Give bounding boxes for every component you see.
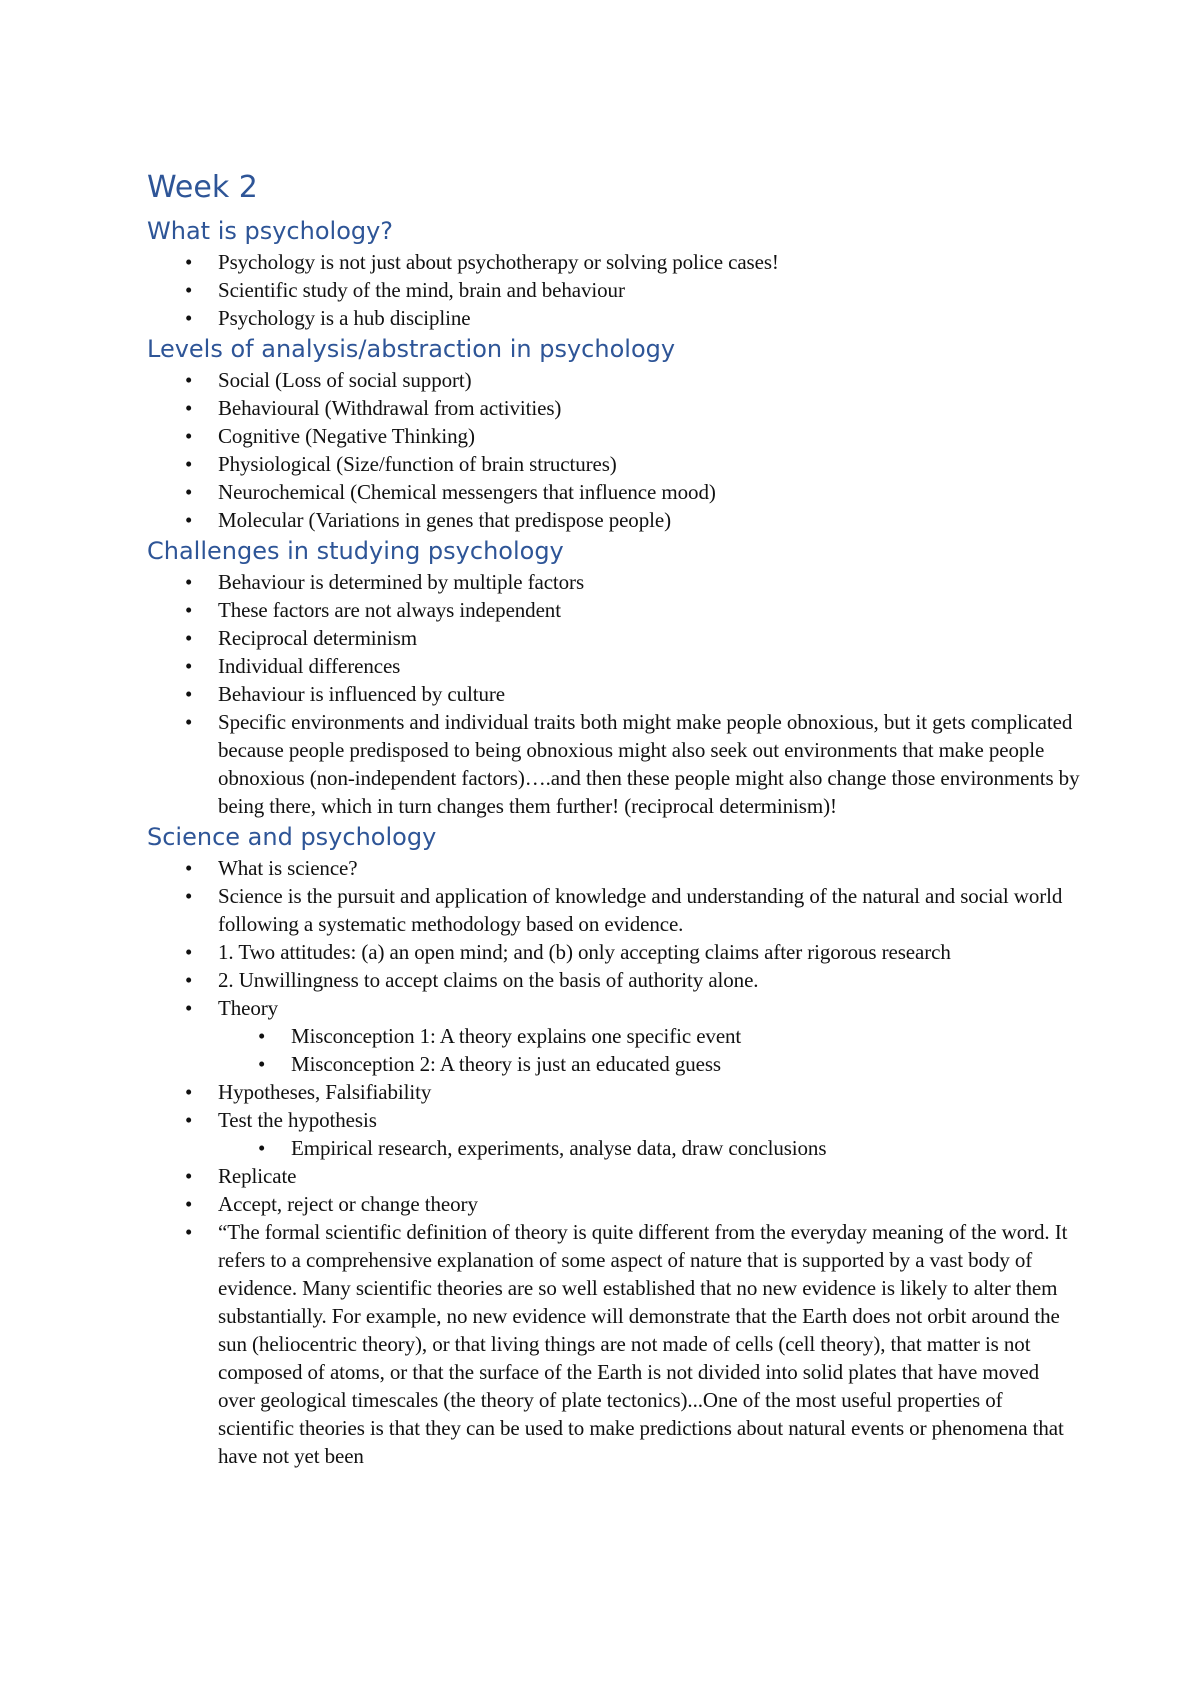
list-item: • Physiological (Size/function of brain structures): [147, 450, 1080, 478]
list-item: • Specific environments and individual traits both might make people obnoxious, but it gets complicated because people predisposed to being obnoxious might also seek out environments that make people obnoxious (non-independent factors)….and then these people might also change those environments by being there, which in turn changes them further! (reciprocal determinism)!: [147, 708, 1080, 820]
list-item: • Neurochemical (Chemical messengers that influence mood): [147, 478, 1080, 506]
list-item: • These factors are not always independent: [147, 596, 1080, 624]
list-item: • Scientific study of the mind, brain and behaviour: [147, 276, 1080, 304]
bullet-list-what-is-psychology: [147, 248, 1080, 332]
bullet-list-challenges: [147, 568, 1080, 820]
list-item: • Cognitive (Negative Thinking): [147, 422, 1080, 450]
list-item: • Molecular (Variations in genes that predispose people): [147, 506, 1080, 534]
section-heading-science-and-psychology: Science and psychology: [147, 823, 437, 851]
list-item: • Behaviour is determined by multiple factors: [147, 568, 1080, 596]
list-item: • Accept, reject or change theory: [147, 1190, 1080, 1218]
list-item-quote: • “The formal scientific definition of theory is quite different from the everyday meaning of the word. It refers to a comprehensive explanation of some aspect of nature that is supported by a vast body of evidence. Many scientific theories are so well established that no new evidence is likely to alter them substantially. For example, no new evidence will demonstrate that the Earth does not orbit around the sun (heliocentric theory), or that living things are not made of cells (cell theory), that matter is not composed of atoms, or that the surface of the Earth is not divided into solid plates that have moved over geological timescales (the theory of plate tectonics)...One of the most useful properties of scientific theories is that they can be used to make predictions about natural events or phenomena that have not yet been: [147, 1218, 1080, 1470]
bullet-list-science-and-psychology: [147, 854, 1080, 1470]
section-heading-levels-of-analysis: Levels of analysis/abstraction in psychology: [147, 335, 676, 363]
sub-list-theory: [218, 1022, 1080, 1078]
section-heading-challenges: Challenges in studying psychology: [147, 537, 564, 565]
list-item-label: Test the hypothesis: [218, 1108, 377, 1132]
sub-list-item: • Misconception 2: A theory is just an educated guess: [218, 1050, 1080, 1078]
list-item: • Psychology is not just about psychotherapy or solving police cases!: [147, 248, 1080, 276]
list-item: • Science is the pursuit and application of knowledge and understanding of the natural and social world following a systematic methodology based on evidence.: [147, 882, 1080, 938]
list-item: • Behavioural (Withdrawal from activities): [147, 394, 1080, 422]
list-item: • 2. Unwillingness to accept claims on the basis of authority alone.: [147, 966, 1080, 994]
list-item-test-hypothesis: [147, 1106, 1080, 1162]
list-item: • Hypotheses, Falsifiability: [147, 1078, 1080, 1106]
list-item-theory: [147, 994, 1080, 1078]
bullet-list-levels-of-analysis: [147, 366, 1080, 534]
page-title: Week 2: [147, 170, 258, 205]
section-heading-what-is-psychology: What is psychology?: [147, 217, 394, 245]
list-item: • 1. Two attitudes: (a) an open mind; and (b) only accepting claims after rigorous research: [147, 938, 1080, 966]
list-item: • Social (Loss of social support): [147, 366, 1080, 394]
list-item: • Behaviour is influenced by culture: [147, 680, 1080, 708]
sub-list-test-hypothesis: [218, 1134, 1080, 1162]
sub-list-item: • Misconception 1: A theory explains one specific event: [218, 1022, 1080, 1050]
list-item: • What is science?: [147, 854, 1080, 882]
list-item: • Replicate: [147, 1162, 1080, 1190]
list-item: • Reciprocal determinism: [147, 624, 1080, 652]
sub-list-item: • Empirical research, experiments, analyse data, draw conclusions: [218, 1134, 1080, 1162]
list-item-label: Theory: [218, 996, 279, 1020]
list-item: • Psychology is a hub discipline: [147, 304, 1080, 332]
list-item: • Individual differences: [147, 652, 1080, 680]
